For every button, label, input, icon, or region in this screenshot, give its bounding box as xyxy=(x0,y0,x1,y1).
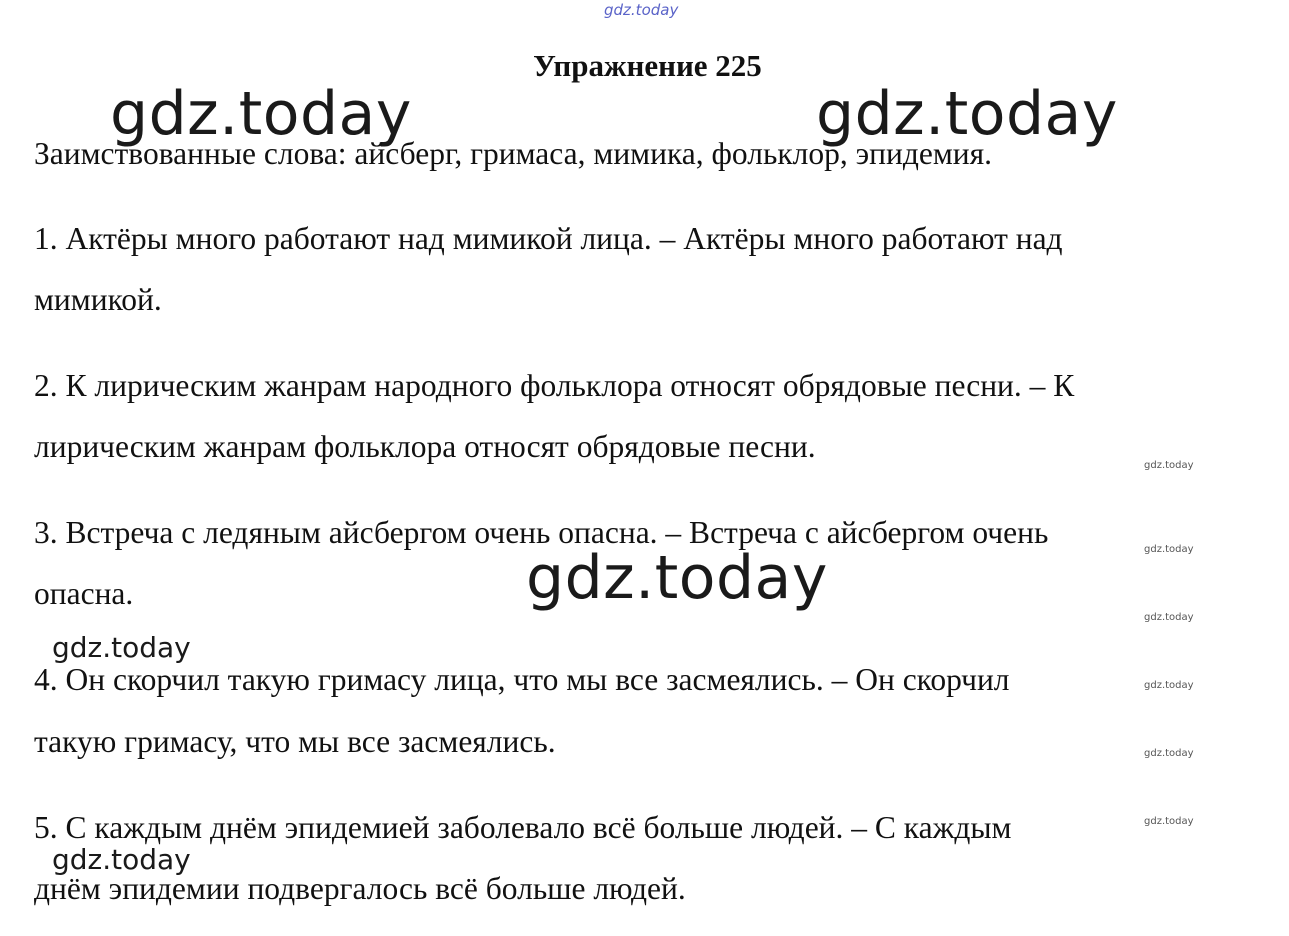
sentence-1-line-1: 1. Актёры много работают над мимикой лица. – Актёры много работают над xyxy=(34,221,1063,256)
watermark-large-left: gdz.today xyxy=(110,79,412,149)
watermark-medium-1: gdz.today xyxy=(52,631,191,664)
sentence-2-line-1: 2. К лирическим жанрам народного фольклора относят обрядовые песни. – К xyxy=(34,368,1075,403)
sentence-4-line-1: 4. Он скорчил такую гримасу лица, что мы все засмеялись. – Он скорчил xyxy=(34,662,1010,697)
sentence-5-line-2: днём эпидемии подвергалось всё больше людей. xyxy=(34,871,686,906)
watermark-small: gdz.today xyxy=(1144,544,1194,555)
sentence-4-line-2: такую гримасу, что мы все засмеялись. xyxy=(34,724,556,759)
borrowed-words-line: Заимствованные слова: айсберг, гримаса, мимика, фольклор, эпидемия. xyxy=(34,136,993,171)
watermark-medium-2: gdz.today xyxy=(52,843,191,876)
sentence-2-line-2: лирическим жанрам фольклора относят обрядовые песни. xyxy=(34,429,816,464)
watermark-small: gdz.today xyxy=(1144,816,1194,827)
watermark-large-right: gdz.today xyxy=(816,79,1118,149)
exercise-title: Упражнение 225 xyxy=(533,48,762,83)
watermark-small: gdz.today xyxy=(1144,748,1194,759)
sentence-1-line-2: мимикой. xyxy=(34,282,162,317)
sentence-5-line-1: 5. С каждым днём эпидемией заболевало всё больше людей. – С каждым xyxy=(34,810,1012,845)
sentence-3-line-2: опасна. xyxy=(34,576,134,611)
watermark-small: gdz.today xyxy=(1144,612,1194,623)
watermark-small: gdz.today xyxy=(1144,680,1194,691)
sentence-3-line-1: 3. Встреча с ледяным айсбергом очень опасна. – Встреча с айсбергом очень xyxy=(34,515,1049,550)
watermark-top: gdz.today xyxy=(604,1,679,19)
watermark-large-center: gdz.today xyxy=(526,543,828,613)
watermark-small: gdz.today xyxy=(1144,460,1194,471)
